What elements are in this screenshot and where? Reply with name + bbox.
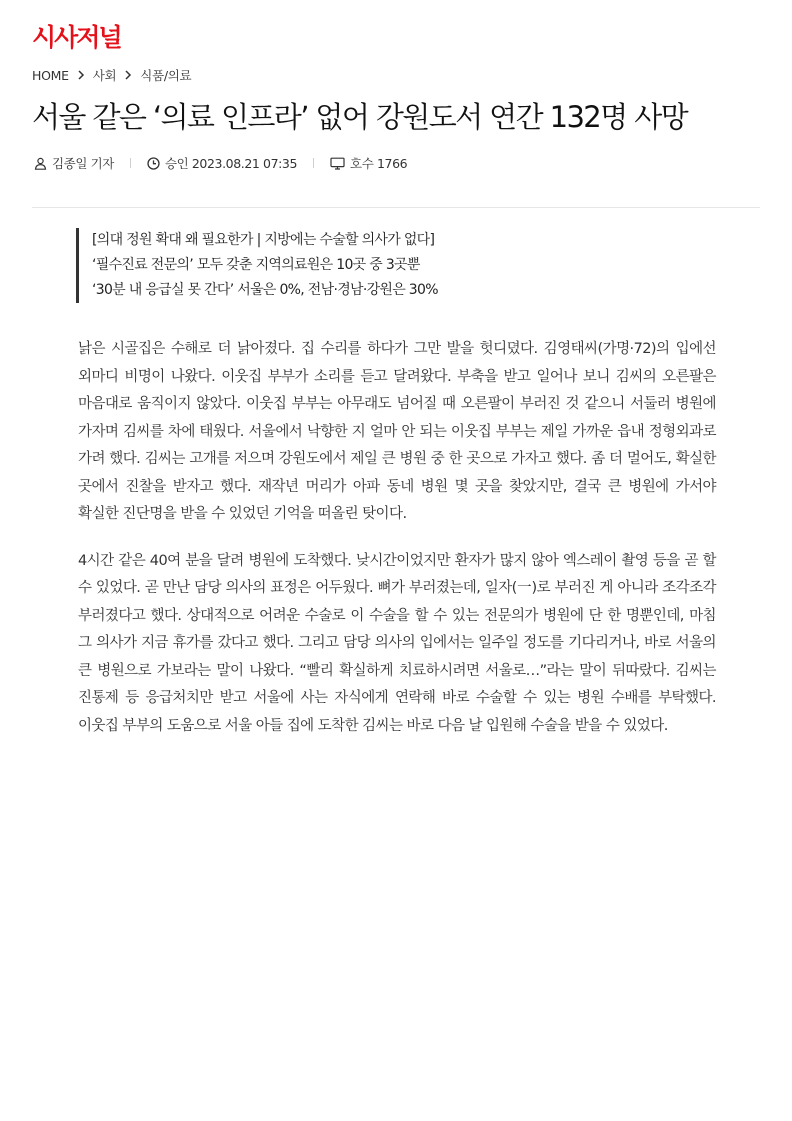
site-logo[interactable]: 시사저널 — [32, 23, 121, 52]
monitor-icon — [330, 157, 345, 170]
subheading: ‘30분 내 응급실 못 간다’ 서울은 0%, 전남·경남·강원은 30% — [92, 282, 438, 298]
article-subheadings — [76, 228, 716, 303]
breadcrumb — [32, 66, 191, 84]
author-name: 김종일 기자 — [52, 156, 114, 171]
article-paragraph: 낡은 시골집은 수해로 더 낡아졌다. 집 수리를 하다가 그만 발을 헛디뎠다. 김영태씨(가명·72)의 입에선 외마디 비명이 나왔다. 이웃집 부부가 소리를 듣고 달려왔다. 부축을 받고 일어나 보니 김씨의 오른팔은 마음대로 움직이지 않았다. 이웃집 부부는 아무래도 넘어질 때 오른팔이 부러진 것 같으니 서둘러 병원에 가자며 김씨를 차에 태웠다. 서울에서 낙향한 지 얼마 안 되는 이웃집 부부는 제일 가까운 읍내 정형외과로 가려 했다. 김씨는 고개를 저으며 강원도에서 제일 큰 병원 중 한 곳으로 가자고 했다. 좀 더 멀어도, 확실한 곳에서 진찰을 받자고 했다. 재작년 머리가 아파 동네 병원 몇 곳을 찾았지만, 결국 큰 병원에 가서야 확실한 진단명을 받을 수 있었던 기억을 떠올린 탓이다. — [78, 341, 716, 522]
chevron-right-icon — [69, 70, 93, 80]
meta-divider — [313, 158, 314, 168]
breadcrumb-section[interactable]: 사회 — [92, 68, 117, 83]
issue-number: 호수 1766 — [350, 156, 408, 171]
article-body — [78, 336, 716, 759]
subheading: [의대 정원 확대 왜 필요한가 | 지방에는 수술할 의사가 없다] — [92, 232, 435, 248]
published-info — [147, 154, 297, 172]
published-date: 승인 2023.08.21 07:35 — [164, 156, 298, 171]
clock-icon — [147, 157, 160, 170]
author-info[interactable] — [34, 154, 114, 172]
article-meta — [34, 153, 407, 173]
article-title: 서울 같은 ‘의료 인프라’ 없어 강원도서 연간 132명 사망 — [32, 100, 688, 134]
article-paragraph: 4시간 같은 40여 분을 달려 병원에 도착했다. 낮시간이었지만 환자가 많지 않아 엑스레이 촬영 등을 곧 할 수 있었다. 곧 만난 담당 의사의 표정은 어두웠다. 뼈가 부러졌는데, 일자(一)로 부러진 게 아니라 조각조각 부러졌다고 했다. 상대적으로 어려운 수술로 이 수술을 할 수 있는 전문의가 병원에 단 한 명뿐인데, 마침 그 의사가 지금 휴가를 갔다고 했다. 그리고 담당 의사의 입에서는 일주일 정도를 기다리거나, 바로 서울의 큰 병원으로 가보라는 말이 나왔다. “빨리 확실하게 치료하시려면 서울로…”라는 말이 뒤따랐다. 김씨는 진통제 등 응급처치만 받고 서울에 사는 자식에게 연락해 바로 수술할 수 있는 병원 수배를 부탁했다. 이웃집 부부의 도움으로 서울 아들 집에 도착한 김씨는 바로 다음 날 입원해 수술을 받을 수 있었다. — [78, 552, 716, 734]
header-divider — [32, 207, 760, 208]
subheading: ‘필수진료 전문의’ 모두 갖춘 지역의료원은 10곳 중 3곳뿐 — [92, 257, 420, 273]
breadcrumb-subsection[interactable]: 식품/의료 — [140, 68, 192, 83]
meta-divider — [130, 158, 131, 168]
user-icon — [34, 157, 47, 170]
issue-info — [330, 154, 407, 172]
chevron-right-icon — [116, 70, 140, 80]
breadcrumb-home[interactable]: HOME — [32, 67, 69, 83]
